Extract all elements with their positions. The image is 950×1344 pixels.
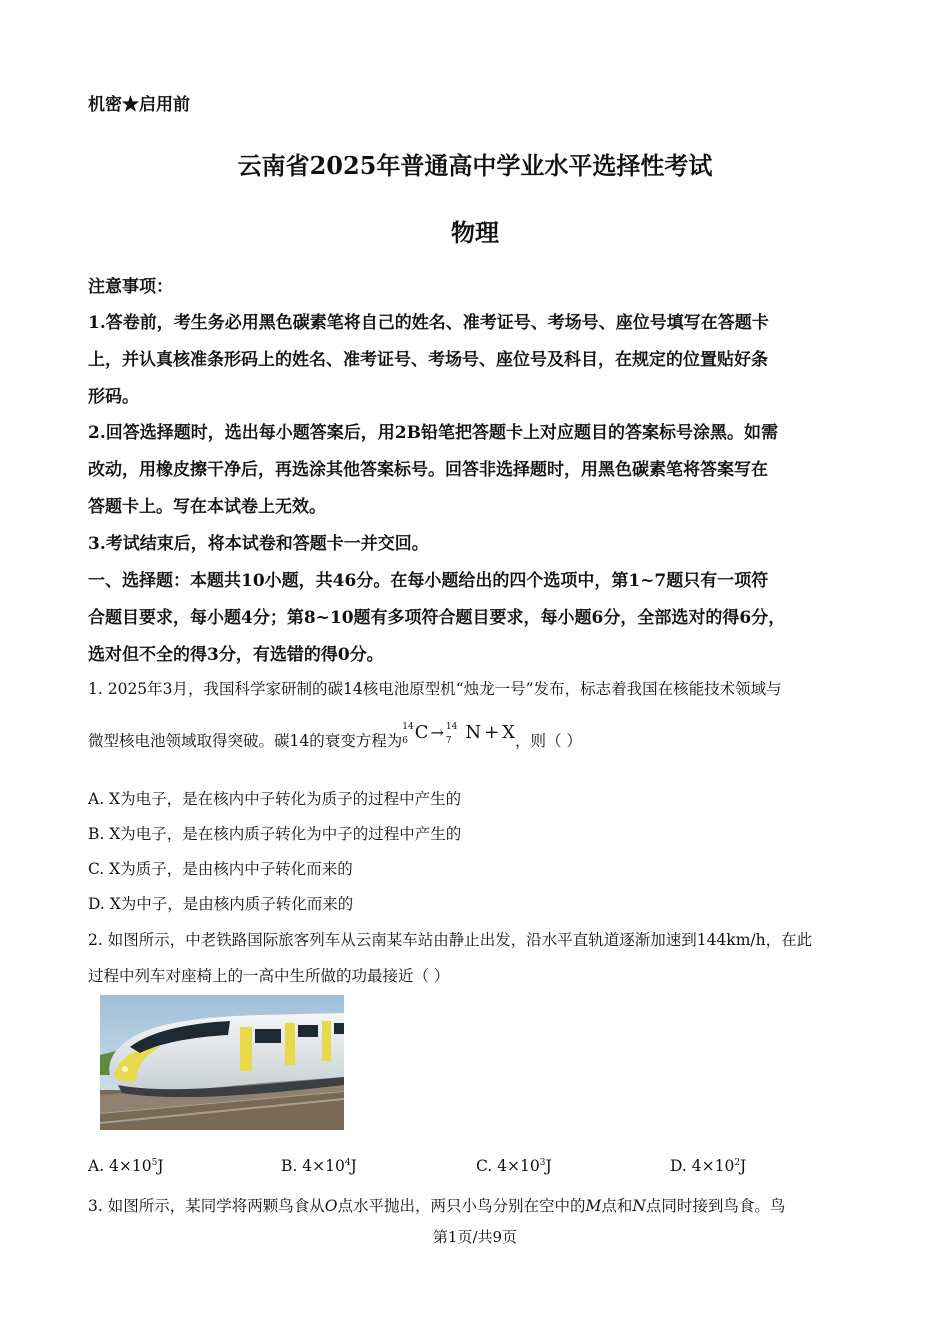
carbon-mass-number: 14 (402, 722, 414, 732)
section-instructions-line: 一、选择题：本题共10小题，共46分。在每小题给出的四个选项中，第1~7题只有一项符 (88, 571, 769, 591)
notes-line: 1.答卷前，考生务必用黑色碳素笔将自己的姓名、准考证号、考场号、座位号填写在答题卡 (88, 313, 769, 333)
carbon-symbol: C (414, 722, 429, 743)
section-instructions-line: 选对但不全的得3分，有选错的得0分。 (88, 645, 384, 665)
q2-option-a: A. $4\times 10^5J$ (88, 1157, 164, 1175)
notes-line: 形码。 (88, 387, 139, 407)
q1-stem-pre: 微型核电池领域取得突破。碳14的衰变方程为 (88, 732, 403, 750)
q3-stem-line1: 3. 如图所示，某同学将两颗鸟食从O点水平抛出，两只小鸟分别在空中的M点和N点同时接到鸟食。鸟 (88, 1197, 786, 1215)
train-image (100, 995, 344, 1130)
q1-option-a: A. X为电子，是在核内中子转化为质子的过程中产生的 (88, 790, 462, 808)
q2-option-d: D. $4\times 10^2J$ (670, 1157, 747, 1175)
exam-title: 云南省2025年普通高中学业水平选择性考试 (237, 151, 713, 180)
notes-line: 改动，用橡皮擦干净后，再选涂其他答案标号。回答非选择题时，用黑色碳素笔将答案写在 (88, 460, 768, 480)
nitrogen-mass-number: 14 (445, 722, 458, 732)
nitrogen-atomic-number: 7 (445, 736, 452, 746)
q2-option-c: C. $4\times 10^3J$ (476, 1157, 552, 1175)
notes-line: 上，并认真核准条形码上的姓名、准考证号、考场号、座位号及科目，在规定的位置贴好条 (88, 350, 768, 370)
x-particle: X (502, 722, 515, 743)
q1-stem-post: ，则（ ） (515, 732, 582, 750)
q1-option-d: D. X为中子，是由核内质子转化而来的 (88, 895, 354, 913)
q2-stem-line1: 2. 如图所示，中老铁路国际旅客列车从云南某车站由静止出发，沿水平直轨道逐渐加速到144km/h，在此 (88, 931, 813, 949)
carbon-atomic-number: 6 (402, 736, 408, 746)
nitrogen-symbol: N (465, 722, 482, 743)
arrow: → (430, 723, 444, 742)
q1-stem-line2 (88, 722, 582, 754)
notes-line: 3.考试结束后，将本试卷和答题卡一并交回。 (88, 534, 429, 554)
decay-equation (402, 722, 515, 746)
subject-title: 物理 (451, 218, 499, 247)
notes-line: 答题卡上。写在本试卷上无效。 (88, 497, 326, 517)
q2-option-b: B. $4\times 10^4J$ (281, 1157, 357, 1175)
notes-line: 2.回答选择题时，选出每小题答案后，用2B铅笔把答题卡上对应题目的答案标号涂黑。如需 (88, 423, 778, 443)
q1-stem-line1: 1. 2025年3月，我国科学家研制的碳14核电池原型机“烛龙一号”发布，标志着我国在核能技术领域与 (88, 680, 782, 698)
q2-stem-line2: 过程中列车对座椅上的一高中生所做的功最接近（ ） (88, 967, 450, 985)
q1-option-b: B. X为电子，是在核内质子转化为中子的过程中产生的 (88, 825, 462, 843)
q1-option-c: C. X为质子，是由核内中子转化而来的 (88, 860, 353, 878)
plus-sign: + (484, 722, 500, 743)
section-instructions-line: 合题目要求，每小题4分；第8~10题有多项符合题目要求，每小题6分，全部选对的得6分， (88, 608, 786, 628)
notes-heading: 注意事项： (88, 277, 173, 297)
page-number: 第1页/共9页 (432, 1228, 518, 1246)
confidential-label: 机密★启用前 (88, 95, 190, 115)
